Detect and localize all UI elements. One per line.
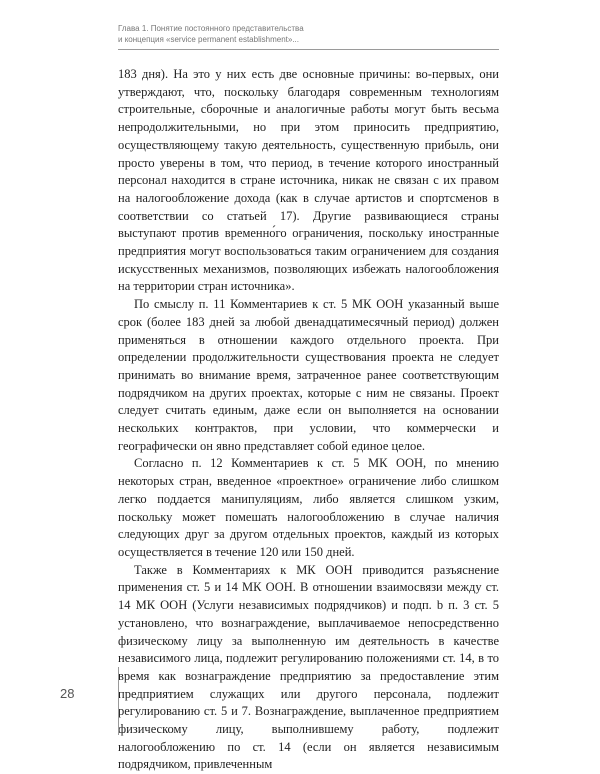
paragraph: Также в Комментариях к МК ООН приводится разъяснение применения ст. 5 и 14 МК ООН. В отношении взаимосвязи между ст. 14 МК ООН (Услуги независимых подрядчиков) и подп. b п. 3 ст. 5 установлено, что вознаграждение, выплачиваемое непосредственно физическому лицу за выполненную им деятельность в качестве независимого лица, подлежит регулированию положениями ст. 14, в то время как вознаграждение предприятию за предоставление этим предприятием служащих или другого персонала, подлежит регулированию ст. 5 и 7. Вознаграждение, выплаченное предприятием физическому лицу, выполнившему работу, подлежит налогообложению по ст. 14 (если он является независимым подрядчиком, привлеченным [118, 562, 499, 772]
paragraph-continued: 183 дня). На это у них есть две основные причины: во-первых, они утверждают, что, поскольку благодаря современным технологиям строительные, сборочные и аналогичные работы могут быть весьма непродолжительными, но при этом приносить предприятию, осуществляющему такую деятельность, существенную прибыль, они просто уверены в том, что период, в течение которого иностранный персонал находится в стране источника, никак не связан с их правом на налогообложение дохода (как в случае артистов и спортсменов в соответствии со статьей 17). Другие развивающиеся страны выступают против временно́го ограничения, поскольку иностранные предприятия могут воспользоваться таким ограничением для создания искусственных механизмов, позволяющих избежать налогообложения на территории стран источника». [118, 67, 499, 294]
paragraph: По смыслу п. 11 Комментариев к ст. 5 МК ООН указанный выше срок (более 183 дней за любой двенадцатимесячный период) должен применяться в отношении каждого отдельного проекта. При определении продолжительности существования проекта не следует принимать во внимание время, затраченное ранее соответствующим подрядчиком на других проектах, которые с ним не связаны. Проект следует считать единым, даже если он выполняется на основании нескольких контрактов, при условии, что коммерчески и географически он явно представляет собой единое целое. [118, 297, 499, 453]
header-divider [118, 49, 499, 50]
running-head-line-1: Глава 1. Понятие постоянного представительства [118, 24, 304, 33]
body-text [118, 66, 499, 774]
paragraph: Согласно п. 12 Комментариев к ст. 5 МК ООН, по мнению некоторых стран, введенное «проектное» ограничение либо слишком легко поддается манипуляциям, либо является слишком узким, поскольку может помешать налогообложению в случае наличия следующих друг за другом отдельных проектов, каждый из которых осуществляется в течение 120 или 150 дней. [118, 456, 499, 559]
page-number: 28 [60, 686, 75, 701]
running-head [118, 23, 498, 45]
footer-vertical-rule [118, 667, 119, 735]
running-head-line-2: и концепция «service permanent establishment»... [118, 35, 299, 44]
